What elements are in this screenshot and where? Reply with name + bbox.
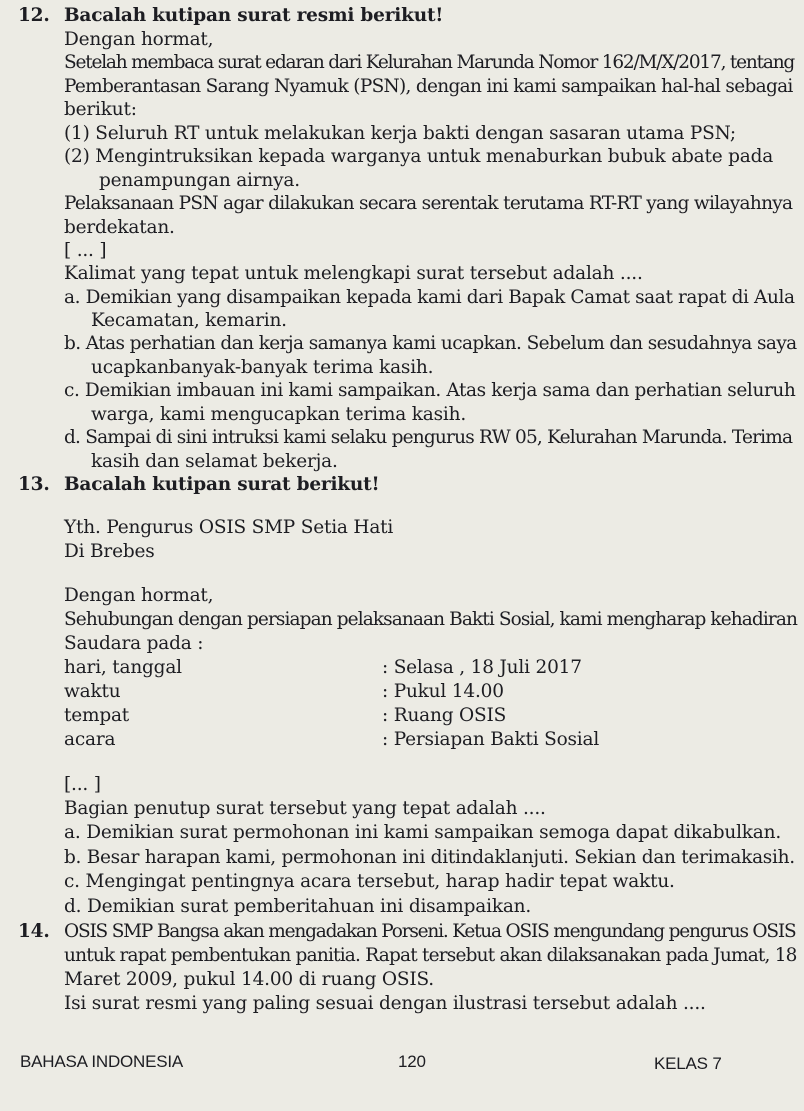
detail-label: tempat bbox=[64, 705, 130, 726]
q12-list-item: (1) Seluruh RT untuk melakukan kerja bakti dengan sasaran utama PSN; bbox=[64, 123, 736, 144]
q12-paragraph: berdekatan. bbox=[64, 217, 175, 238]
q13-body-line: Sehubungan dengan persiapan pelaksanaan Bakti Sosial, kami mengharap kehadiran bbox=[64, 609, 797, 630]
q14-text-line: OSIS SMP Bangsa akan mengadakan Porseni. Ketua OSIS mengundang pengurus OSIS bbox=[64, 921, 796, 942]
detail-value: : Pukul 14.00 bbox=[382, 681, 504, 702]
q12-list-item: (2) Mengintruksikan kepada warganya untuk menaburkan bubuk abate pada bbox=[64, 146, 774, 167]
q12-option-a: a. Demikian yang disampaikan kepada kami dari Bapak Camat saat rapat di Aula bbox=[64, 287, 795, 308]
q13-option-d: d. Demikian surat pemberitahuan ini disampaikan. bbox=[64, 896, 532, 917]
detail-value: : Persiapan Bakti Sosial bbox=[382, 729, 600, 750]
q12-option-d: d. Sampai di sini intruksi kami selaku pengurus RW 05, Kelurahan Marunda. Terima bbox=[64, 427, 793, 448]
q12-blank: [ ... ] bbox=[64, 240, 107, 261]
q12-body-line: Setelah membaca surat edaran dari Kelurahan Marunda Nomor 162/M/X/2017, tentang bbox=[64, 52, 795, 73]
q13-prompt: Bacalah kutipan surat berikut! bbox=[64, 474, 380, 495]
q12-option-c-cont: warga, kami mengucapkan terima kasih. bbox=[91, 404, 466, 425]
q13-option-b: b. Besar harapan kami, permohonan ini ditindaklanjuti. Sekian dan terimakasih. bbox=[64, 847, 795, 868]
q12-option-d-cont: kasih dan selamat bekerja. bbox=[91, 451, 338, 472]
q14-text-line: Maret 2009, pukul 14.00 di ruang OSIS. bbox=[64, 969, 434, 990]
q12-body-line: berikut: bbox=[64, 99, 137, 120]
q13-address: Yth. Pengurus OSIS SMP Setia Hati bbox=[64, 517, 394, 538]
detail-value: : Ruang OSIS bbox=[382, 705, 507, 726]
q13-question: Bagian penutup surat tersebut yang tepat adalah .... bbox=[64, 798, 546, 819]
q14-text-line: untuk rapat pembentukan panitia. Rapat tersebut akan dilaksanakan pada Jumat, 18 bbox=[64, 945, 797, 966]
detail-value: : Selasa , 18 Juli 2017 bbox=[382, 657, 582, 678]
q12-option-b: b. Atas perhatian dan kerja samanya kami ucapkan. Sebelum dan sesudahnya saya bbox=[64, 333, 797, 354]
q13-greeting: Dengan hormat, bbox=[64, 585, 214, 606]
q12-list-item-cont: penampungan airnya. bbox=[99, 170, 300, 191]
q12-number: 12. bbox=[18, 5, 50, 26]
q12-question: Kalimat yang tepat untuk melengkapi surat tersebut adalah .... bbox=[64, 263, 643, 284]
q12-prompt: Bacalah kutipan surat resmi berikut! bbox=[64, 5, 444, 26]
q13-option-c: c. Mengingat pentingnya acara tersebut, harap hadir tepat waktu. bbox=[64, 871, 675, 892]
q12-paragraph: Pelaksanaan PSN agar dilakukan secara serentak terutama RT-RT yang wilayahnya bbox=[64, 193, 793, 214]
q12-option-c: c. Demikian imbauan ini kami sampaikan. Atas kerja sama dan perhatian seluruh bbox=[64, 380, 796, 401]
q12-greeting: Dengan hormat, bbox=[64, 29, 214, 50]
detail-label: waktu bbox=[64, 681, 121, 702]
detail-label: acara bbox=[64, 729, 116, 750]
q12-body-line: Pemberantasan Sarang Nyamuk (PSN), dengan ini kami sampaikan hal-hal sebagai bbox=[64, 76, 793, 97]
footer-page-number: 120 bbox=[398, 1052, 426, 1071]
q12-option-a-cont: Kecamatan, kemarin. bbox=[91, 310, 287, 331]
q13-number: 13. bbox=[18, 474, 50, 495]
q13-option-a: a. Demikian surat permohonan ini kami sampaikan semoga dapat dikabulkan. bbox=[64, 822, 782, 843]
q13-address: Di Brebes bbox=[64, 541, 155, 562]
q14-question: Isi surat resmi yang paling sesuai dengan ilustrasi tersebut adalah .... bbox=[64, 993, 706, 1014]
footer-grade: KELAS 7 bbox=[654, 1054, 722, 1073]
q13-blank: [... ] bbox=[64, 774, 101, 795]
q12-option-b-cont: ucapkanbanyak-banyak terima kasih. bbox=[91, 357, 434, 378]
detail-label: hari, tanggal bbox=[64, 657, 182, 678]
q14-number: 14. bbox=[18, 921, 50, 942]
q13-body-line: Saudara pada : bbox=[64, 633, 204, 654]
footer-subject: BAHASA INDONESIA bbox=[20, 1052, 184, 1071]
